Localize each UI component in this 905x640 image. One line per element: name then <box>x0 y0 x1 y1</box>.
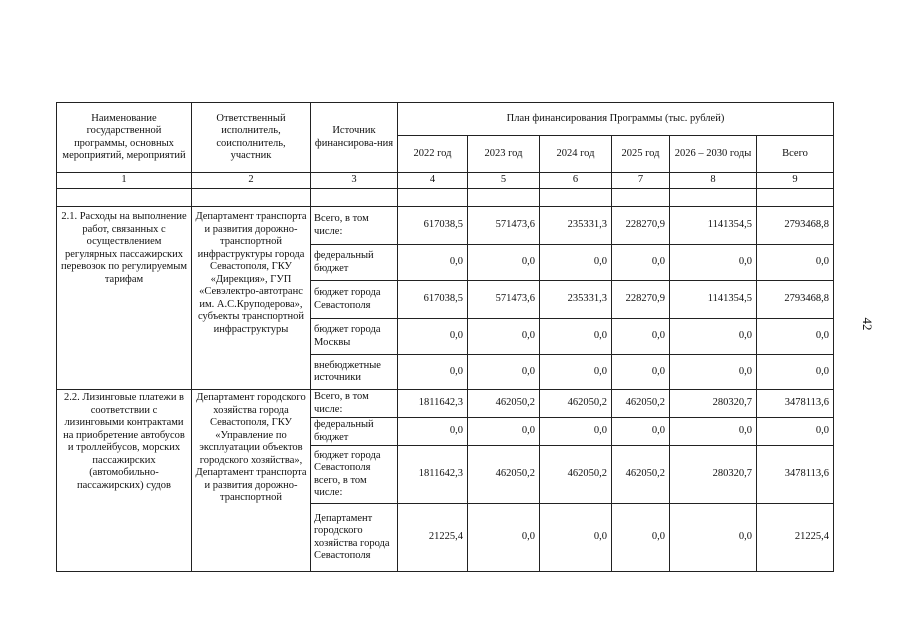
value-cell: 1141354,5 <box>670 281 757 319</box>
value-cell: 0,0 <box>468 355 540 390</box>
value-cell: 0,0 <box>540 418 612 446</box>
column-number: 4 <box>398 173 468 189</box>
value-cell: 21225,4 <box>398 504 468 572</box>
column-number: 5 <box>468 173 540 189</box>
value-cell: 0,0 <box>612 319 670 355</box>
value-cell: 0,0 <box>757 355 834 390</box>
funding-source: федеральный бюджет <box>311 245 398 281</box>
value-cell: 462050,2 <box>612 390 670 418</box>
value-cell: 1811642,3 <box>398 390 468 418</box>
header-total: Всего <box>757 136 834 173</box>
header-year: 2025 год <box>612 136 670 173</box>
value-cell: 235331,3 <box>540 281 612 319</box>
page-number: 42 <box>860 317 875 331</box>
header-name: Наименование государственной программы, основных мероприятий, мероприятий <box>57 103 192 173</box>
value-cell: 0,0 <box>670 418 757 446</box>
table-row <box>57 390 834 418</box>
column-number: 9 <box>757 173 834 189</box>
section-executor: Департамент городского хозяйства города Севастополя, ГКУ «Управление по эксплуатации объектов городского хозяйства», Департамент транспорта и развития дорожно-транспортной <box>192 390 311 572</box>
header-executor: Ответственный исполнитель, соисполнитель, участник <box>192 103 311 173</box>
value-cell: 3478113,6 <box>757 446 834 504</box>
value-cell: 0,0 <box>398 319 468 355</box>
funding-source: Департамент городского хозяйства города Севастополя <box>311 504 398 572</box>
header-year: 2026 – 2030 годы <box>670 136 757 173</box>
funding-source: бюджет города Севастополя <box>311 281 398 319</box>
value-cell: 3478113,6 <box>757 390 834 418</box>
value-cell: 0,0 <box>540 355 612 390</box>
value-cell: 0,0 <box>398 418 468 446</box>
header-plan: План финансирования Программы (тыс. рублей) <box>398 103 834 136</box>
value-cell: 21225,4 <box>757 504 834 572</box>
value-cell: 0,0 <box>757 418 834 446</box>
value-cell: 0,0 <box>757 245 834 281</box>
funding-source: Всего, в том числе: <box>311 390 398 418</box>
header-year: 2024 год <box>540 136 612 173</box>
funding-source: бюджет города Москвы <box>311 319 398 355</box>
value-cell: 228270,9 <box>612 207 670 245</box>
value-cell: 0,0 <box>468 319 540 355</box>
value-cell: 462050,2 <box>468 446 540 504</box>
section-executor: Департамент транспорта и развития дорожно-транспортной инфраструктуры города Севастополя, ГКУ «Дирекция», ГУП «Севэлектро-автотранс им. А.С.Круподерова», субъекты транспортной инфраструктуры <box>192 207 311 390</box>
column-number: 8 <box>670 173 757 189</box>
funding-source: федеральный бюджет <box>311 418 398 446</box>
value-cell: 2793468,8 <box>757 281 834 319</box>
value-cell: 462050,2 <box>468 390 540 418</box>
value-cell: 571473,6 <box>468 207 540 245</box>
value-cell: 462050,2 <box>540 446 612 504</box>
value-cell: 0,0 <box>670 355 757 390</box>
value-cell: 0,0 <box>670 245 757 281</box>
funding-source: Всего, в том числе: <box>311 207 398 245</box>
section-name: 2.1. Расходы на выполнение работ, связанных с осуществлением регулярных пассажирских перевозок по регулируемым тарифам <box>57 207 192 390</box>
value-cell: 617038,5 <box>398 207 468 245</box>
table-row <box>57 207 834 245</box>
value-cell: 0,0 <box>398 355 468 390</box>
spacer-row <box>57 189 834 207</box>
column-number: 1 <box>57 173 192 189</box>
value-cell: 0,0 <box>468 245 540 281</box>
value-cell: 0,0 <box>398 245 468 281</box>
value-cell: 235331,3 <box>540 207 612 245</box>
column-number: 2 <box>192 173 311 189</box>
value-cell: 0,0 <box>468 504 540 572</box>
value-cell: 0,0 <box>540 504 612 572</box>
value-cell: 571473,6 <box>468 281 540 319</box>
value-cell: 462050,2 <box>540 390 612 418</box>
value-cell: 0,0 <box>468 418 540 446</box>
value-cell: 0,0 <box>612 504 670 572</box>
column-number: 3 <box>311 173 398 189</box>
value-cell: 1141354,5 <box>670 207 757 245</box>
section-name: 2.2. Лизинговые платежи в соответствии с лизинговыми контрактами на приобретение автобусов и троллейбусов, морских пассажирских (автомобильно-пассажирских) судов <box>57 390 192 572</box>
value-cell: 617038,5 <box>398 281 468 319</box>
value-cell: 228270,9 <box>612 281 670 319</box>
value-cell: 2793468,8 <box>757 207 834 245</box>
value-cell: 280320,7 <box>670 390 757 418</box>
value-cell: 0,0 <box>670 319 757 355</box>
header-source: Источник финансирова-ния <box>311 103 398 173</box>
value-cell: 0,0 <box>540 245 612 281</box>
column-number: 7 <box>612 173 670 189</box>
financing-table <box>56 102 834 572</box>
value-cell: 0,0 <box>757 319 834 355</box>
value-cell: 0,0 <box>670 504 757 572</box>
column-number: 6 <box>540 173 612 189</box>
value-cell: 0,0 <box>612 355 670 390</box>
value-cell: 1811642,3 <box>398 446 468 504</box>
value-cell: 280320,7 <box>670 446 757 504</box>
funding-source: внебюджетные источники <box>311 355 398 390</box>
value-cell: 0,0 <box>612 245 670 281</box>
value-cell: 0,0 <box>540 319 612 355</box>
value-cell: 462050,2 <box>612 446 670 504</box>
value-cell: 0,0 <box>612 418 670 446</box>
funding-source: бюджет города Севастополя всего, в том числе: <box>311 446 398 504</box>
header-year: 2023 год <box>468 136 540 173</box>
header-year: 2022 год <box>398 136 468 173</box>
